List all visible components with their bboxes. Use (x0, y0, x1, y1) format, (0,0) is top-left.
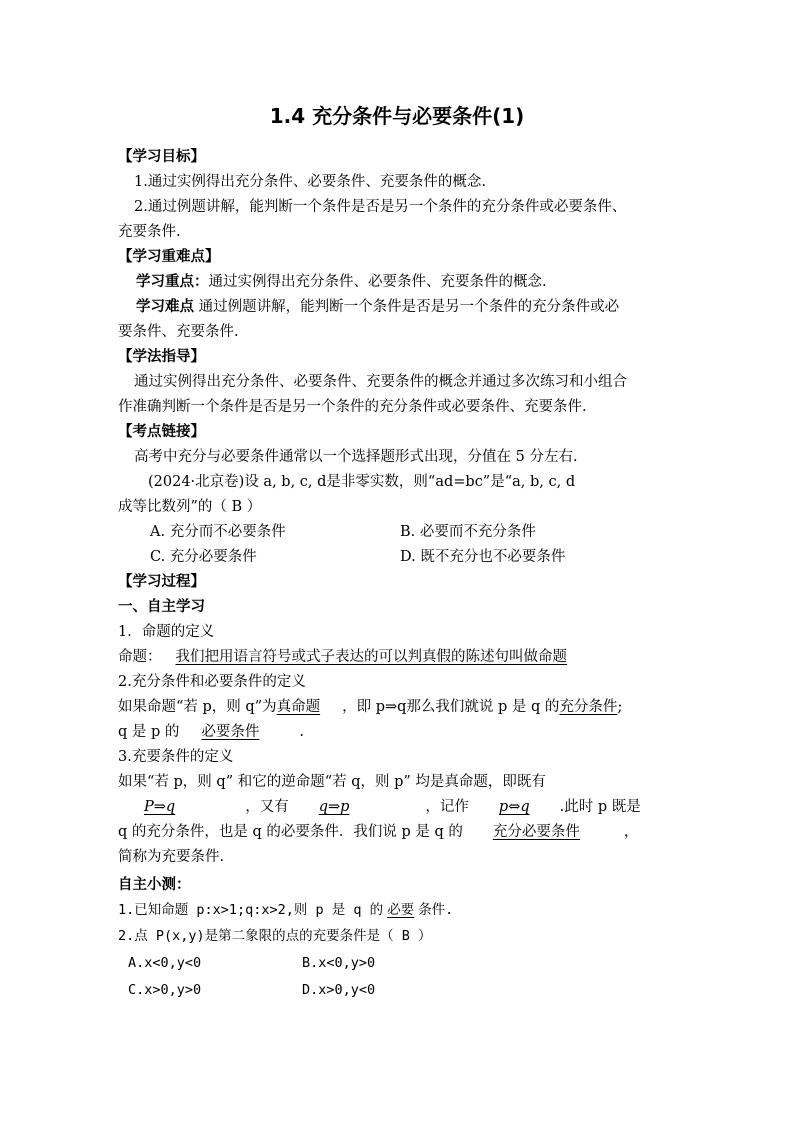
quiz-option-b: B.x<0,y>0 (302, 955, 376, 971)
goals-heading: 【学习目标】 (118, 149, 205, 165)
method-line-1: 通过实例得出充分条件、必要条件、充要条件的概念并通过多次练习和小组合 (134, 374, 627, 390)
quiz-heading: 自主小测： (118, 877, 191, 893)
def3-line-2 (118, 800, 641, 815)
def2-text-d: q 是 p 的 (118, 724, 180, 740)
def3-blank-1: P⇒q (144, 799, 176, 815)
quiz-option-c: C.x>0,y>0 (128, 982, 202, 998)
def2-text-e: . (299, 724, 305, 740)
def3-blank-4: 充分必要条件 (492, 824, 580, 840)
def2-text-c: ; (617, 699, 623, 715)
goal-item-2: 2.通过例题讲解，能判断一个条件是否是另一个条件的充分条件或必要条件、 (134, 199, 627, 215)
exam-option-b: B. 必要而不充分条件 (400, 524, 536, 540)
key-point-text: 通过实例得出充分条件、必要条件、充要条件的概念. (208, 274, 547, 290)
def3-text-b: ，记作 (425, 799, 469, 815)
process-heading: 【学习过程】 (118, 574, 205, 590)
exam-line-1: 高考中充分与必要条件通常以一个选择题形式出现，分值在 5 分左右. (134, 449, 578, 465)
def3-blank-3: p⇔q (498, 799, 530, 815)
key-point (136, 275, 547, 290)
exam-heading: 【考点链接】 (118, 424, 205, 440)
quiz-option-d: D.x>0,y<0 (302, 982, 376, 998)
def3-title: 3.充要条件的定义 (118, 749, 234, 765)
def3-line-3 (118, 825, 638, 840)
def2-blank-3: 必要条件 (201, 724, 260, 740)
def3-blank-2: q⇒p (318, 799, 350, 815)
quiz-q1 (118, 904, 453, 918)
def2-blank-2: 充分条件 (559, 699, 618, 715)
quiz-q1-blank: 必要 (387, 902, 415, 918)
key-difficulty-text: 通过例题讲解，能判断一个条件是否是另一个条件的充分条件或必 (194, 299, 620, 315)
def2-blank-1: 真命题 (276, 699, 321, 715)
exam-option-a: A. 充分而不必要条件 (150, 524, 286, 540)
quiz-option-a: A.x<0,y<0 (128, 955, 202, 971)
def2-text-a: 如果命题“若 p，则 q”为 (118, 699, 277, 715)
quiz-q2: 2.点 P(x,y)是第二象限的点的充要条件是（ B ） (118, 928, 432, 944)
key-point-label: 学习重点： (136, 274, 209, 290)
key-difficulty (136, 300, 619, 315)
key-difficulty-cont: 要条件、充要条件. (118, 324, 239, 340)
key-difficulty-label: 学习难点 (136, 299, 194, 315)
def1-line (118, 650, 567, 665)
def3-line-4: 简称为充要条件. (118, 849, 225, 865)
exam-question-line-1: (2024·北京卷)设 a, b, c, d是非零实数，则“ad=bc”是“a, b, c, d (148, 474, 576, 490)
def2-text-b: ，即 p⇒q那么我们就说 p 是 q 的 (342, 699, 560, 715)
def2-line-1 (118, 700, 622, 715)
def2-line-2 (118, 725, 304, 740)
def1-label: 命题： (118, 649, 162, 665)
def1-answer: 我们把用语言符号或式子表达的可以判真假的陈述句叫做命题 (175, 649, 567, 665)
def3-text-a: ，又有 (245, 799, 289, 815)
goal-item-2-cont: 充要条件. (118, 224, 181, 240)
page-title: 1.4 充分条件与必要条件(1) (269, 104, 525, 128)
def3-text-c: .此时 p 既是 (559, 799, 641, 815)
quiz-q1-end: 条件. (418, 902, 454, 918)
quiz-q1-text: 1.已知命题 p:x>1;q:x>2,则 p 是 q 的 (118, 902, 384, 918)
method-line-2: 作准确判断一个条件是否是另一个条件的充分条件或必要条件、充要条件. (118, 399, 587, 415)
goal-item-1: 1.通过实例得出充分条件、必要条件、充要条件的概念. (134, 174, 486, 190)
def3-line-1: 如果“若 p，则 q” 和它的逆命题“若 q，则 p” 均是真命题，即既有 (118, 774, 546, 790)
key-heading: 【学习重难点】 (118, 249, 220, 265)
exam-question-line-2: 成等比数列”的（ B ） (118, 499, 262, 515)
def3-text-e: ， (623, 824, 639, 840)
self-study-heading: 一、自主学习 (118, 599, 205, 615)
method-heading: 【学法指导】 (118, 349, 205, 365)
def3-text-d: q 的充分条件，也是 q 的必要条件．我们说 p 是 q 的 (118, 824, 463, 840)
exam-option-d: D. 既不充分也不必要条件 (400, 549, 566, 565)
exam-option-c: C. 充分必要条件 (150, 549, 257, 565)
def1-title: 1．命题的定义 (118, 624, 215, 640)
def2-title: 2.充分条件和必要条件的定义 (118, 674, 306, 690)
